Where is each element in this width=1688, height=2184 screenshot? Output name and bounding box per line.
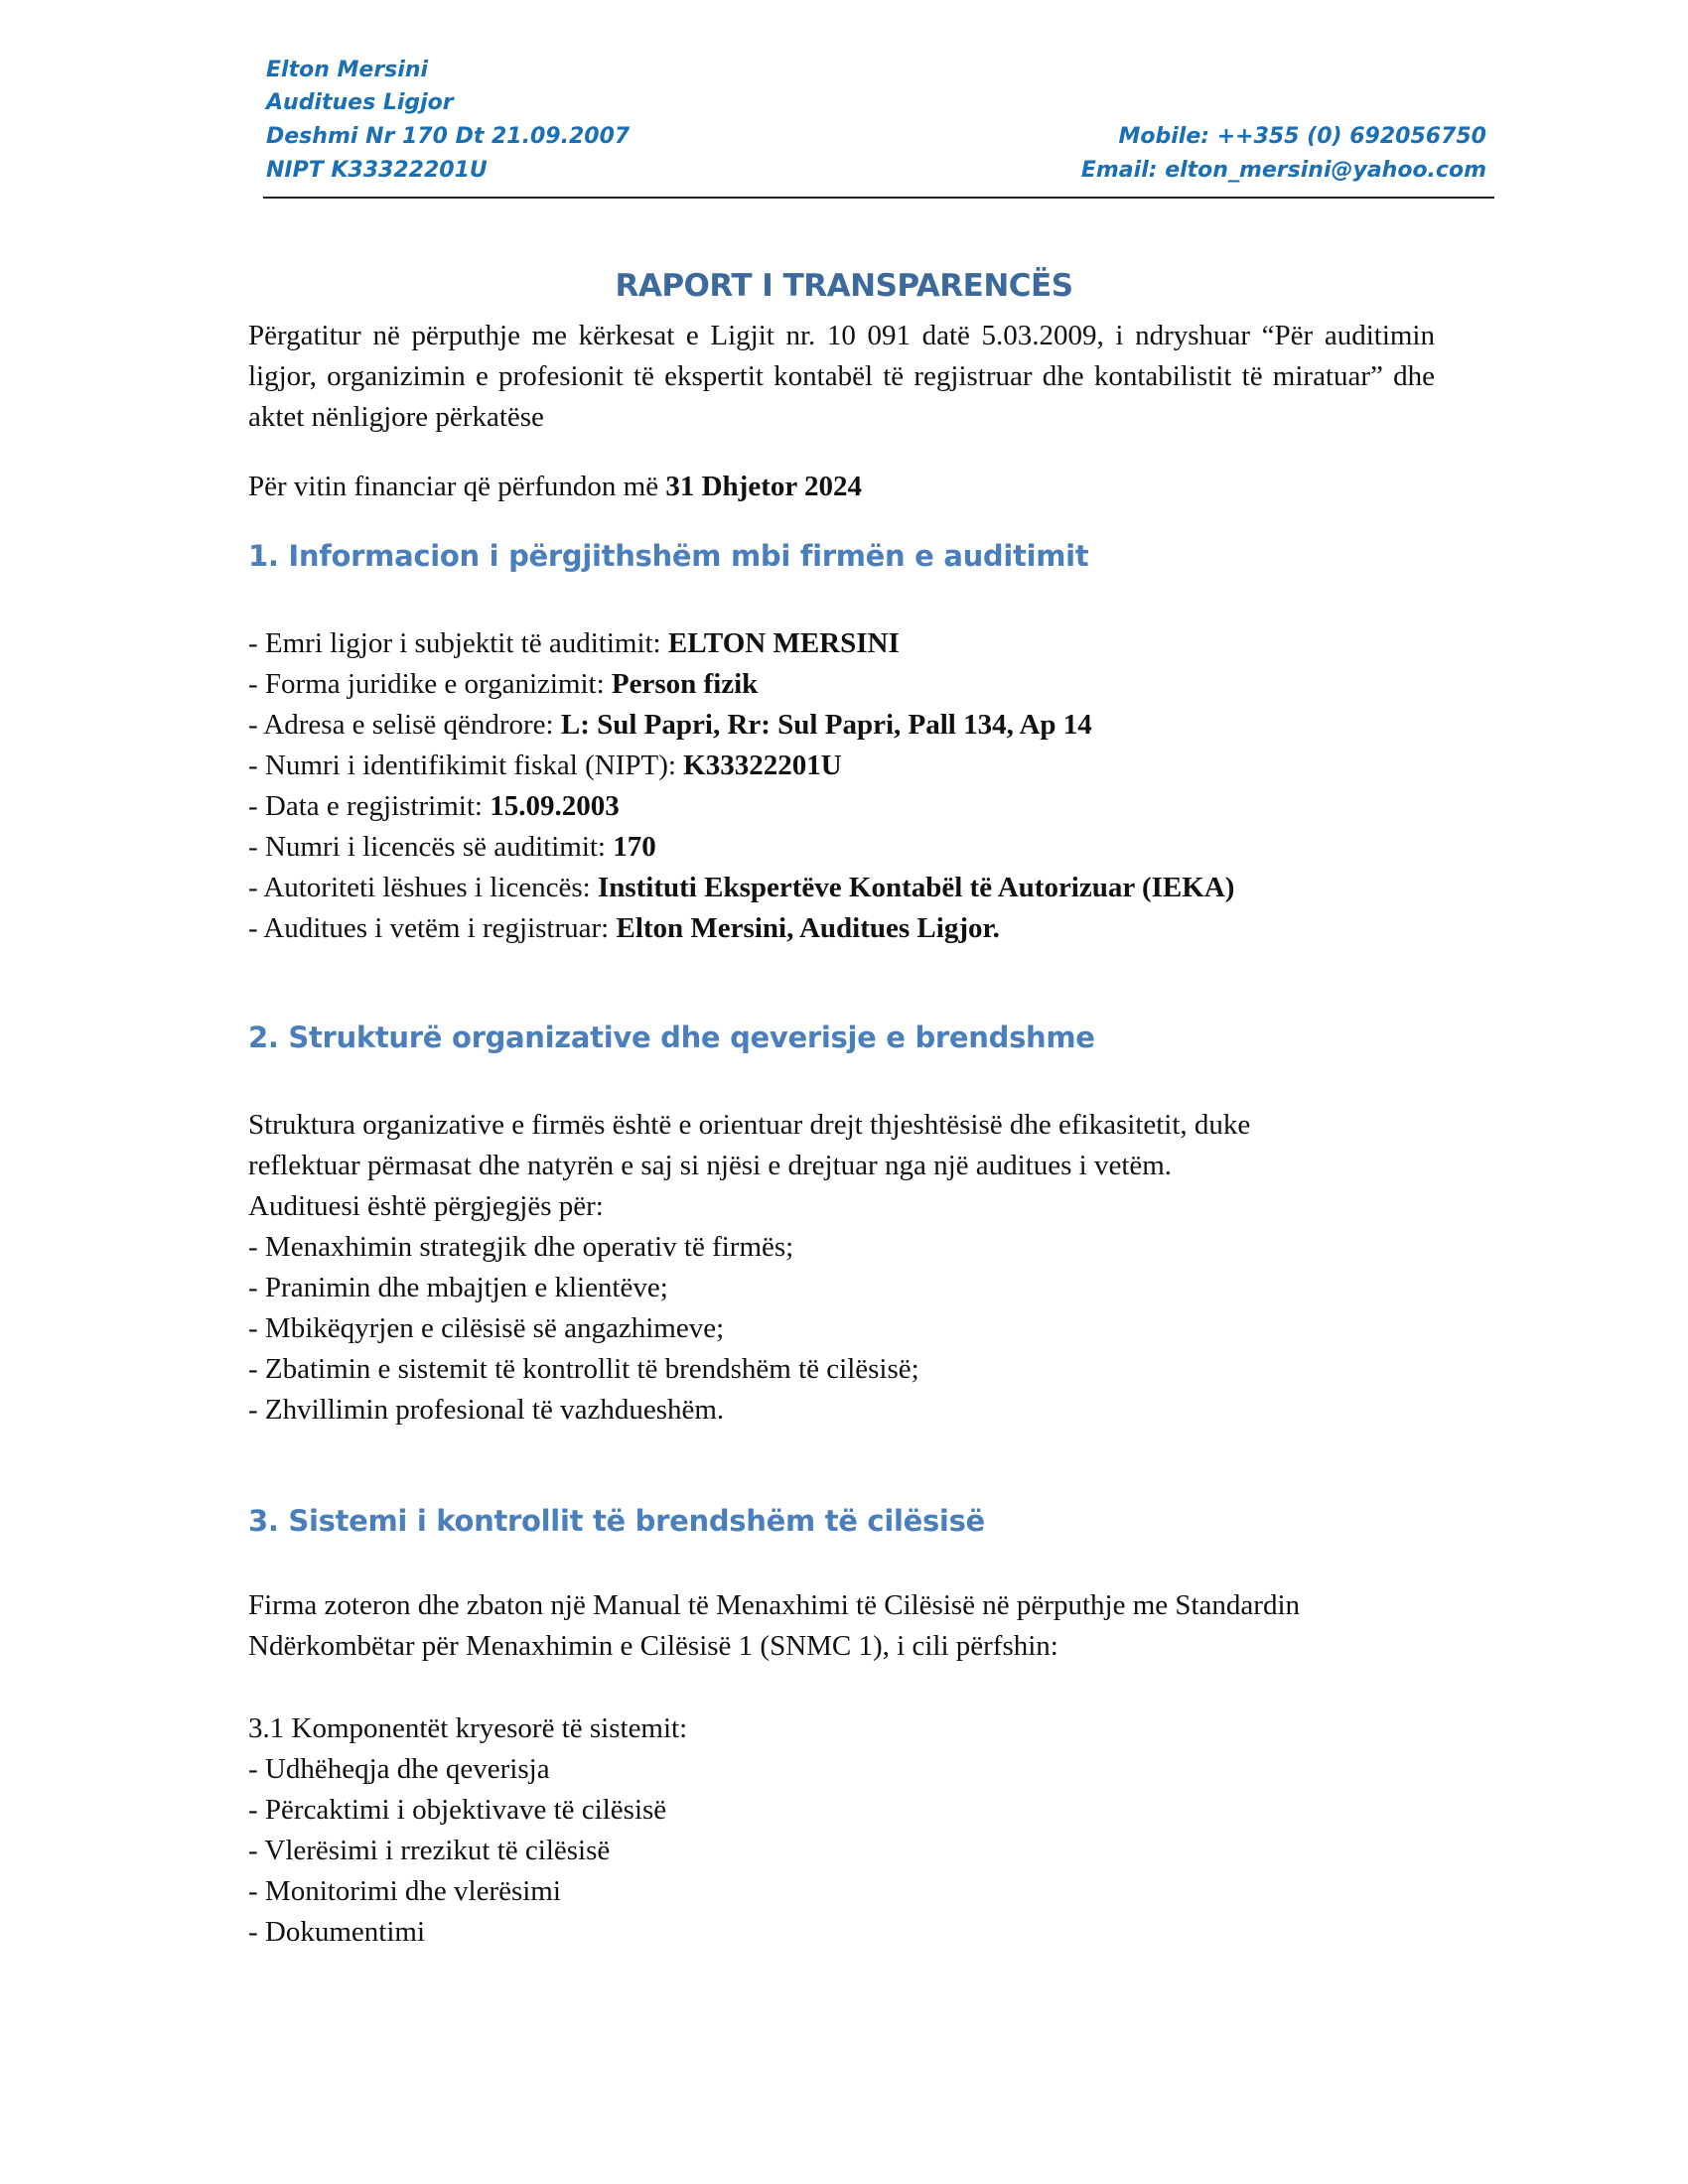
nipt-number: NIPT K33322201U [266, 158, 488, 183]
paragraph-line: Ndërkombëtar për Menaxhimin e Cilësisë 1 (SNMC 1), i cili përfshin: [248, 1630, 1058, 1662]
letterhead [263, 55, 1494, 199]
email-address: Email: elton_mersini@yahoo.com [1080, 158, 1486, 183]
info-label: - Adresa e selisë qëndrore: [248, 709, 561, 741]
info-value: 15.09.2003 [490, 790, 620, 822]
responsibility-item: - Menaxhimin strategjik dhe operativ të firmës; [248, 1231, 794, 1263]
component-item: - Vlerësimi i rrezikut të cilësisë [248, 1835, 611, 1866]
info-value: 170 [613, 831, 656, 863]
section-2-heading: 2. Strukturë organizative dhe qeverisje e brendshme [248, 1021, 1095, 1054]
certificate-number: Deshmi Nr 170 Dt 21.09.2007 [266, 124, 631, 149]
info-item [248, 623, 1489, 664]
paragraph-line: reflektuar përmasat dhe natyrën e saj si njësi e drejtuar nga një auditues i vetëm. [248, 1150, 1173, 1181]
info-value: ELTON MERSINI [667, 627, 900, 659]
section-1-info-list [248, 623, 1489, 949]
mobile-number: Mobile: ++355 (0) 692056750 [1118, 124, 1486, 149]
component-item: - Përcaktimi i objektivave të cilësisë [248, 1794, 667, 1826]
fiscal-year-date: 31 Dhjetor 2024 [665, 471, 862, 502]
responsibility-item: - Zhvillimin profesional të vazhdueshëm. [248, 1394, 725, 1426]
info-item [248, 664, 1489, 705]
info-item [248, 746, 1489, 786]
paragraph-line: Struktura organizative e firmës është e orientuar drejt thjeshtësisë dhe efikasitetit, duke [248, 1109, 1251, 1141]
info-label: - Emri ligjor i subjektit të auditimit: [248, 627, 668, 659]
info-item [248, 908, 1489, 949]
info-item [248, 827, 1489, 868]
component-item: - Udhëheqja dhe qeverisja [248, 1753, 550, 1785]
section-3-intro [248, 1585, 1489, 1667]
intro-paragraph: Përgatitur në përputhje me kërkesat e Ligjit nr. 10 091 datë 5.03.2009, i ndryshuar “Për auditimin ligjor, organizimin e profesionit të ekspertit kontabël të regjistruar dhe kontabilistit të miratuar” dhe aktet nënligjore përkatëse [248, 320, 1435, 433]
info-label: - Forma juridike e organizimit: [248, 668, 612, 700]
info-value: Elton Mersini, Auditues Ligjor. [616, 912, 1000, 944]
paragraph-line: Audituesi është përgjegjës për: [248, 1190, 604, 1222]
component-item: - Monitorimi dhe vlerësimi [248, 1875, 561, 1907]
author-name: Elton Mersini [266, 58, 429, 82]
section-3-heading: 3. Sistemi i kontrollit të brendshëm të cilësisë [248, 1504, 985, 1538]
section-1-heading: 1. Informacion i përgjithshëm mbi firmën e auditimit [248, 539, 1089, 573]
fiscal-year-line [248, 467, 1435, 507]
paragraph-line: Firma zoteron dhe zbaton një Manual të Menaxhimi të Cilësisë në përputhje me Standardin [248, 1589, 1301, 1621]
document-title: RAPORT I TRANSPARENCËS [615, 268, 1073, 304]
fiscal-year-label: Për vitin financiar që përfundon më [248, 471, 666, 502]
responsibility-item: - Zbatimin e sistemit të kontrollit të brendshëm të cilësisë; [248, 1353, 919, 1385]
info-item [248, 786, 1489, 827]
info-item [248, 705, 1489, 746]
section-2-body [248, 1105, 1489, 1431]
subsection-3-1-heading: 3.1 Komponentët kryesorë të sistemit: [248, 1712, 688, 1744]
info-value: K33322201U [683, 750, 842, 781]
component-item: - Dokumentimi [248, 1916, 426, 1948]
info-label: - Numri i licencës së auditimit: [248, 831, 614, 863]
responsibility-item: - Pranimin dhe mbajtjen e klientëve; [248, 1272, 668, 1303]
info-label: - Autoriteti lëshues i licencës: [248, 872, 598, 903]
info-item [248, 868, 1489, 908]
info-label: - Auditues i vetëm i regjistruar: [248, 912, 617, 944]
info-value: L: Sul Papri, Rr: Sul Papri, Pall 134, Ap 14 [560, 709, 1092, 741]
info-label: - Data e regjistrimit: [248, 790, 491, 822]
section-3-components [248, 1708, 1489, 1953]
info-value: Person fizik [611, 668, 759, 700]
author-role: Auditues Ligjor [266, 90, 454, 115]
responsibility-item: - Mbikëqyrjen e cilësisë së angazhimeve; [248, 1312, 725, 1344]
info-label: - Numri i identifikimit fiskal (NIPT): [248, 750, 684, 781]
info-value: Instituti Ekspertëve Kontabël të Autorizuar (IEKA) [597, 872, 1235, 903]
